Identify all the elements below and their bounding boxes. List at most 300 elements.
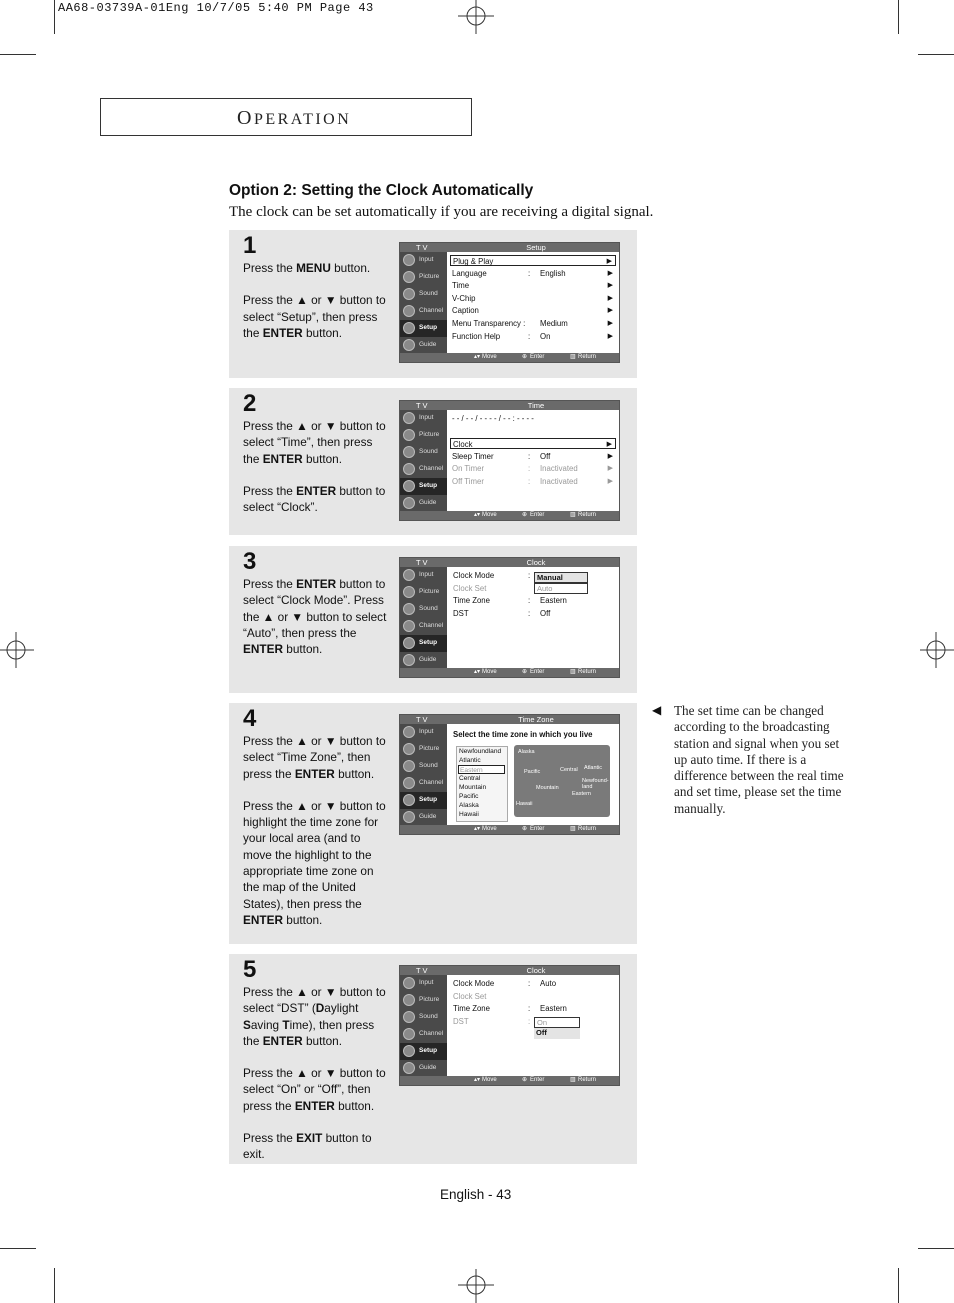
sidebar-item-input[interactable]	[400, 252, 447, 269]
help-enter-icon: ⊕	[522, 1077, 528, 1083]
step-panel	[229, 388, 637, 535]
guide-icon	[403, 497, 415, 509]
time-zone-option[interactable]: Central	[459, 775, 481, 782]
tv-title-bar	[400, 558, 619, 567]
page-heading: Option 2: Setting the Clock Automatically	[229, 182, 534, 199]
menu-row[interactable]	[450, 268, 616, 279]
menu-row[interactable]	[450, 1003, 616, 1014]
tv-label: T V	[416, 558, 428, 567]
sidebar-item-sound[interactable]	[400, 758, 447, 775]
sidebar-item-label: Sound	[419, 605, 438, 612]
button-name: ENTER	[296, 577, 337, 591]
menu-row[interactable]	[450, 305, 616, 316]
time-zone-option[interactable]: Hawaii	[459, 811, 479, 818]
map-region-label: Hawaii	[516, 801, 533, 807]
menu-row[interactable]	[450, 991, 616, 1002]
menu-row[interactable]	[450, 608, 616, 619]
menu-row-c2: :	[528, 596, 531, 606]
crop-mark	[918, 1248, 954, 1249]
sidebar-item-label: Setup	[419, 324, 438, 331]
input-icon	[403, 726, 415, 738]
arrow-right-icon: ▶	[607, 465, 613, 473]
menu-row-c2: :	[528, 331, 531, 341]
instruction-text: Press the ▲ or ▼ button to select “DST” (	[243, 985, 386, 1016]
sound-icon	[403, 1011, 415, 1023]
menu-row-c3: Inactivated	[540, 464, 578, 474]
instruction-text: aylight	[324, 1001, 359, 1016]
tv-menu-screen	[399, 714, 620, 835]
instruction-paragraph	[243, 1065, 391, 1114]
instruction-paragraph	[243, 984, 391, 1049]
sound-icon	[403, 603, 415, 615]
step-instructions	[243, 260, 391, 357]
step-instructions	[243, 733, 391, 944]
map-region-label: Atlantic	[584, 765, 603, 771]
time-zone-option[interactable]: Alaska	[459, 802, 479, 809]
sidebar-item-input[interactable]	[400, 724, 447, 741]
crop-mark	[54, 0, 55, 34]
menu-content	[450, 978, 616, 1074]
option-item[interactable]: Manual	[534, 572, 588, 583]
time-zone-option[interactable]: Eastern	[458, 765, 505, 774]
menu-row-c2: :	[528, 1004, 531, 1014]
sidebar-item-guide[interactable]	[400, 1060, 447, 1077]
menu-row-c1: Sleep Timer	[452, 451, 494, 461]
help-ret-label: Return	[578, 1077, 597, 1083]
crop-mark	[0, 54, 36, 55]
menu-row-c1: Function Help	[452, 331, 501, 341]
setup-icon	[403, 1045, 415, 1057]
menu-row[interactable]	[450, 463, 616, 474]
sidebar-item-channel[interactable]	[400, 775, 447, 792]
tv-sidebar	[400, 567, 447, 668]
map-region-label: Eastern	[572, 791, 591, 797]
instruction-text: button to select “Clock”.	[243, 483, 386, 515]
time-zone-list[interactable]	[456, 746, 508, 822]
help-ret-icon: ▥	[570, 512, 576, 518]
picture-icon	[403, 271, 415, 283]
channel-icon	[403, 1028, 415, 1040]
menu-title: Clock	[526, 558, 546, 567]
crop-mark	[918, 54, 954, 55]
sidebar-item-setup[interactable]	[400, 478, 447, 495]
help-ret-icon: ▥	[570, 669, 576, 675]
setup-icon	[403, 322, 415, 334]
instruction-paragraph	[243, 576, 391, 657]
sidebar-item-label: Input	[419, 571, 434, 578]
sidebar-item-label: Guide	[419, 656, 437, 663]
sidebar-item-label: Sound	[419, 290, 438, 297]
section-title: OPERATION	[237, 107, 352, 129]
menu-row-c1: - - / - - / - - - - / - - : - - - -	[452, 414, 534, 423]
help-enter-label: Enter	[530, 354, 545, 360]
guide-icon	[403, 1062, 415, 1074]
step-panel	[229, 546, 637, 693]
step-instructions	[243, 576, 391, 673]
setup-icon	[403, 480, 415, 492]
instruction-text: button.	[302, 451, 343, 466]
guide-icon	[403, 339, 415, 351]
instruction-text: Press the	[243, 483, 297, 498]
menu-row-c3: On	[540, 331, 551, 341]
tv-help-bar	[400, 668, 619, 677]
instruction-paragraph	[243, 292, 391, 341]
help-enter-label: Enter	[530, 512, 545, 518]
tv-sidebar	[400, 410, 447, 511]
tv-sidebar	[400, 724, 447, 825]
help-ret-label: Return	[578, 826, 597, 832]
button-name: ENTER	[294, 1098, 335, 1113]
step-panel	[229, 230, 637, 378]
sidebar-item-label: Channel	[419, 622, 444, 629]
menu-row[interactable]	[450, 438, 616, 449]
menu-row-c2: :	[528, 451, 531, 461]
instruction-text: button.	[302, 325, 343, 340]
input-icon	[403, 977, 415, 989]
menu-row-c1: Menu Transparency :	[452, 319, 526, 328]
sidebar-item-label: Guide	[419, 1064, 437, 1071]
menu-row[interactable]	[450, 476, 616, 487]
instruction-text: ime), then press the	[243, 1017, 375, 1048]
crop-mark	[898, 1268, 899, 1303]
menu-row-c1: Off Timer	[452, 477, 484, 486]
arrow-right-icon: ▶	[607, 452, 613, 460]
step-instructions	[243, 418, 391, 531]
step-panel	[229, 954, 637, 1164]
sidebar-item-input[interactable]	[400, 975, 447, 992]
menu-row-c3: Medium	[540, 319, 568, 328]
sidebar-item-channel[interactable]	[400, 461, 447, 478]
instruction-text: button.	[334, 766, 375, 781]
menu-content	[450, 413, 616, 509]
picture-icon	[403, 994, 415, 1006]
arrow-right-icon: ▶	[607, 294, 613, 302]
arrow-right-icon: ▶	[607, 269, 613, 277]
help-move-label: Move	[482, 669, 497, 675]
input-icon	[403, 254, 415, 266]
sidebar-item-label: Setup	[419, 1047, 438, 1054]
help-enter-icon: ⊕	[522, 512, 528, 518]
button-name: T	[282, 1017, 290, 1032]
menu-row[interactable]	[450, 1016, 616, 1027]
tv-menu-screen	[399, 965, 620, 1086]
help-move-label: Move	[482, 826, 497, 832]
menu-row[interactable]	[450, 583, 616, 594]
time-zone-prompt: Select the time zone in which you live	[453, 730, 593, 739]
menu-row[interactable]	[450, 255, 616, 266]
menu-row-c1: On Timer	[452, 464, 485, 474]
page-subheading: The clock can be set automatically if you are receiving a digital signal.	[229, 204, 654, 220]
button-name: S	[243, 1017, 251, 1032]
arrow-right-icon: ▶	[607, 478, 613, 485]
crop-mark	[54, 1268, 55, 1303]
tv-sidebar	[400, 975, 447, 1076]
instruction-text: Press the ▲ or ▼ button to select “Time”, then press the	[243, 419, 386, 466]
help-ret-label: Return	[578, 512, 597, 518]
tv-title-bar	[400, 966, 619, 975]
picture-icon	[403, 743, 415, 755]
instruction-paragraph	[243, 418, 391, 467]
page-number: English - 43	[440, 1187, 512, 1202]
tv-label: T V	[416, 243, 428, 252]
help-move-icon: ▴▾	[474, 826, 481, 832]
sidebar-item-label: Picture	[419, 431, 440, 438]
menu-row[interactable]	[450, 413, 616, 424]
help-move-label: Move	[482, 1077, 497, 1083]
help-ret-icon: ▥	[570, 826, 576, 832]
instruction-paragraph	[243, 483, 391, 516]
help-move-label: Move	[482, 354, 497, 360]
menu-row-c2: :	[528, 464, 531, 474]
sidebar-item-label: Input	[419, 979, 434, 986]
menu-row-c3: Eastern	[540, 1004, 567, 1014]
sidebar-item-sound[interactable]	[400, 444, 447, 461]
section-header	[100, 98, 472, 136]
step-panel	[229, 703, 637, 944]
menu-content	[450, 255, 616, 351]
help-move-icon: ▴▾	[474, 1077, 481, 1083]
map-region-label: Central	[560, 767, 578, 773]
step-number: 1	[243, 232, 257, 259]
sidebar-item-setup[interactable]	[400, 792, 447, 809]
menu-row-c1: Time Zone	[453, 596, 490, 606]
tv-help-bar	[400, 825, 619, 834]
help-enter-label: Enter	[530, 1077, 545, 1083]
arrow-right-icon: ▶	[607, 320, 613, 327]
instruction-text: Press the ▲ or ▼ button to highlight the time zone for your local area (and to move the highlight to the appropriate time zone on the map of the United States), then press the	[243, 798, 386, 911]
sidebar-item-guide[interactable]	[400, 652, 447, 669]
time-zone-option[interactable]: Pacific	[459, 793, 479, 800]
instruction-text: button.	[330, 261, 371, 275]
sidebar-item-sound[interactable]	[400, 601, 447, 618]
instruction-paragraph	[243, 1130, 391, 1163]
menu-row-c2: :	[528, 979, 531, 988]
arrow-right-icon: ▶	[606, 441, 612, 449]
tv-title-bar	[400, 401, 619, 410]
help-enter-icon: ⊕	[522, 669, 528, 675]
arrow-right-icon: ▶	[607, 282, 613, 290]
sidebar-item-input[interactable]	[400, 567, 447, 584]
sidebar-item-label: Sound	[419, 762, 438, 769]
menu-row-c2: :	[528, 608, 531, 618]
sidebar-item-label: Picture	[419, 588, 440, 595]
option-item[interactable]: Auto	[534, 583, 588, 594]
option-item[interactable]: On	[534, 1017, 580, 1028]
sidebar-item-guide[interactable]	[400, 495, 447, 512]
instruction-text: Press the	[243, 261, 297, 275]
menu-row-c1: Clock Mode	[453, 571, 495, 580]
button-name: ENTER	[243, 642, 283, 657]
menu-title: Time	[527, 401, 545, 410]
sound-icon	[403, 446, 415, 458]
menu-content	[450, 570, 616, 666]
sidebar-item-label: Input	[419, 256, 434, 263]
tv-help-bar	[400, 511, 619, 520]
menu-row[interactable]	[450, 426, 616, 437]
time-zone-option[interactable]: Newfoundland	[459, 748, 502, 755]
help-enter-icon: ⊕	[522, 826, 528, 832]
menu-row-c1: Clock Set	[453, 583, 487, 593]
tv-help-bar	[400, 353, 619, 362]
sidebar-item-label: Sound	[419, 448, 438, 455]
registration-mark-icon	[458, 1267, 494, 1303]
menu-row[interactable]	[450, 595, 616, 606]
sidebar-item-label: Guide	[419, 813, 437, 820]
sidebar-item-channel[interactable]	[400, 1026, 447, 1043]
instruction-text: Press the ▲ or ▼ button to select “On” or “Off”, then press the	[243, 1066, 386, 1113]
button-name: ENTER	[262, 1033, 303, 1048]
menu-title: Time Zone	[518, 715, 554, 724]
crop-mark	[898, 0, 899, 34]
step-instructions	[243, 984, 391, 1179]
tv-help-bar	[400, 1076, 619, 1085]
instruction-paragraph	[243, 260, 391, 276]
sidebar-item-channel[interactable]	[400, 618, 447, 635]
menu-row-c1: Time Zone	[453, 1004, 490, 1014]
side-note: The set time can be changed according to the broadcasting station and signal when you set up auto time. If there is a difference between the real time and set time, please set the time manually.	[674, 703, 844, 816]
menu-row-c1: Plug & Play	[453, 257, 494, 266]
step-number: 2	[243, 390, 257, 417]
registration-mark-icon	[0, 632, 36, 668]
sidebar-item-label: Picture	[419, 996, 440, 1003]
menu-row-c1: DST	[453, 1016, 469, 1026]
sidebar-item-label: Setup	[419, 796, 438, 803]
help-enter-icon: ⊕	[522, 354, 528, 360]
instruction-paragraph	[243, 733, 391, 782]
sidebar-item-sound[interactable]	[400, 286, 447, 303]
menu-row-c1: Time	[452, 281, 470, 291]
sidebar-item-label: Channel	[419, 465, 444, 472]
menu-row-c1: Language	[452, 268, 487, 278]
help-ret-icon: ▥	[570, 354, 576, 360]
time-zone-option[interactable]: Atlantic	[459, 757, 481, 764]
sidebar-item-picture[interactable]	[400, 992, 447, 1009]
menu-row[interactable]	[450, 451, 616, 462]
menu-row-c2: :	[528, 1016, 531, 1026]
instruction-text: Press the	[243, 577, 297, 591]
menu-row[interactable]	[450, 318, 616, 329]
arrow-right-icon: ▶	[606, 258, 612, 265]
tv-title-bar	[400, 243, 619, 252]
help-enter-label: Enter	[530, 826, 545, 832]
sidebar-item-guide[interactable]	[400, 337, 447, 354]
tv-label: T V	[416, 966, 428, 975]
help-move-label: Move	[482, 512, 497, 518]
sidebar-item-picture[interactable]	[400, 269, 447, 286]
arrow-right-icon: ▶	[607, 307, 613, 315]
guide-icon	[403, 654, 415, 666]
menu-row[interactable]	[450, 570, 616, 581]
picture-icon	[403, 586, 415, 598]
registration-mark-icon	[458, 0, 494, 36]
tv-title-bar	[400, 715, 619, 724]
tv-menu-screen	[399, 400, 620, 521]
sidebar-item-label: Sound	[419, 1013, 438, 1020]
menu-row-c2: :	[528, 571, 531, 580]
time-zone-option[interactable]: Mountain	[459, 784, 487, 791]
sidebar-item-label: Setup	[419, 639, 438, 646]
menu-row[interactable]	[450, 331, 616, 342]
map-region-label: Newfound- land	[582, 778, 609, 790]
sidebar-item-label: Picture	[419, 745, 440, 752]
sidebar-item-label: Picture	[419, 273, 440, 280]
menu-row-c1: V-Chip	[452, 293, 476, 303]
sidebar-item-sound[interactable]	[400, 1009, 447, 1026]
menu-row-c3: Inactivated	[540, 477, 578, 486]
menu-row-c3: Off	[540, 608, 551, 618]
guide-icon	[403, 811, 415, 823]
button-name: D	[315, 1001, 325, 1016]
instruction-text: aving	[250, 1017, 283, 1032]
menu-title: Setup	[526, 243, 546, 252]
help-move-icon: ▴▾	[474, 669, 481, 675]
sidebar-item-guide[interactable]	[400, 809, 447, 826]
button-name: ENTER	[296, 483, 337, 498]
sidebar-item-label: Guide	[419, 499, 437, 506]
sidebar-item-setup[interactable]	[400, 635, 447, 652]
button-name: EXIT	[296, 1131, 323, 1146]
arrow-right-icon: ▶	[607, 332, 613, 340]
menu-row-c3: Off	[540, 451, 551, 461]
input-icon	[403, 412, 415, 424]
sidebar-item-label: Guide	[419, 341, 437, 348]
step-number: 3	[243, 548, 257, 575]
sidebar-item-picture[interactable]	[400, 584, 447, 601]
map-region-label: Pacific	[524, 769, 541, 775]
menu-row[interactable]	[450, 293, 616, 304]
help-ret-label: Return	[578, 354, 597, 360]
map-region-label: Mountain	[536, 785, 559, 791]
print-slug: AA68-03739A-01Eng 10/7/05 5:40 PM Page 43	[58, 1, 374, 15]
sidebar-item-label: Channel	[419, 1030, 444, 1037]
instruction-text: button.	[282, 912, 323, 927]
sidebar-item-label: Input	[419, 728, 434, 735]
menu-row-c3: Eastern	[540, 596, 567, 606]
tv-menu-screen	[399, 557, 620, 678]
button-name: ENTER	[262, 325, 303, 340]
instruction-text: Press the ▲ or ▼ button to select “Setup”, then press the	[243, 293, 386, 340]
us-time-zone-map[interactable]	[514, 745, 610, 817]
sidebar-item-label: Input	[419, 414, 434, 421]
registration-mark-icon	[918, 632, 954, 668]
sidebar-item-input[interactable]	[400, 410, 447, 427]
sidebar-item-picture[interactable]	[400, 741, 447, 758]
menu-row-c2: :	[528, 477, 531, 486]
sound-icon	[403, 760, 415, 772]
help-move-icon: ▴▾	[474, 512, 481, 518]
button-name: ENTER	[243, 912, 283, 927]
menu-content	[450, 727, 616, 823]
option-item[interactable]: Off	[534, 1028, 580, 1039]
menu-row-c1: DST	[453, 608, 469, 618]
sidebar-item-label: Channel	[419, 307, 444, 314]
channel-icon	[403, 305, 415, 317]
sidebar-item-channel[interactable]	[400, 303, 447, 320]
menu-row-c3: English	[540, 268, 566, 278]
sidebar-item-picture[interactable]	[400, 427, 447, 444]
channel-icon	[403, 620, 415, 632]
channel-icon	[403, 777, 415, 789]
menu-row[interactable]	[450, 978, 616, 989]
input-icon	[403, 569, 415, 581]
sidebar-item-label: Channel	[419, 779, 444, 786]
map-region-label: Alaska	[518, 749, 535, 755]
menu-row[interactable]	[450, 280, 616, 291]
help-ret-icon: ▥	[570, 1077, 576, 1083]
button-name: ENTER	[262, 451, 303, 466]
sidebar-item-setup[interactable]	[400, 1043, 447, 1060]
sidebar-item-setup[interactable]	[400, 320, 447, 337]
